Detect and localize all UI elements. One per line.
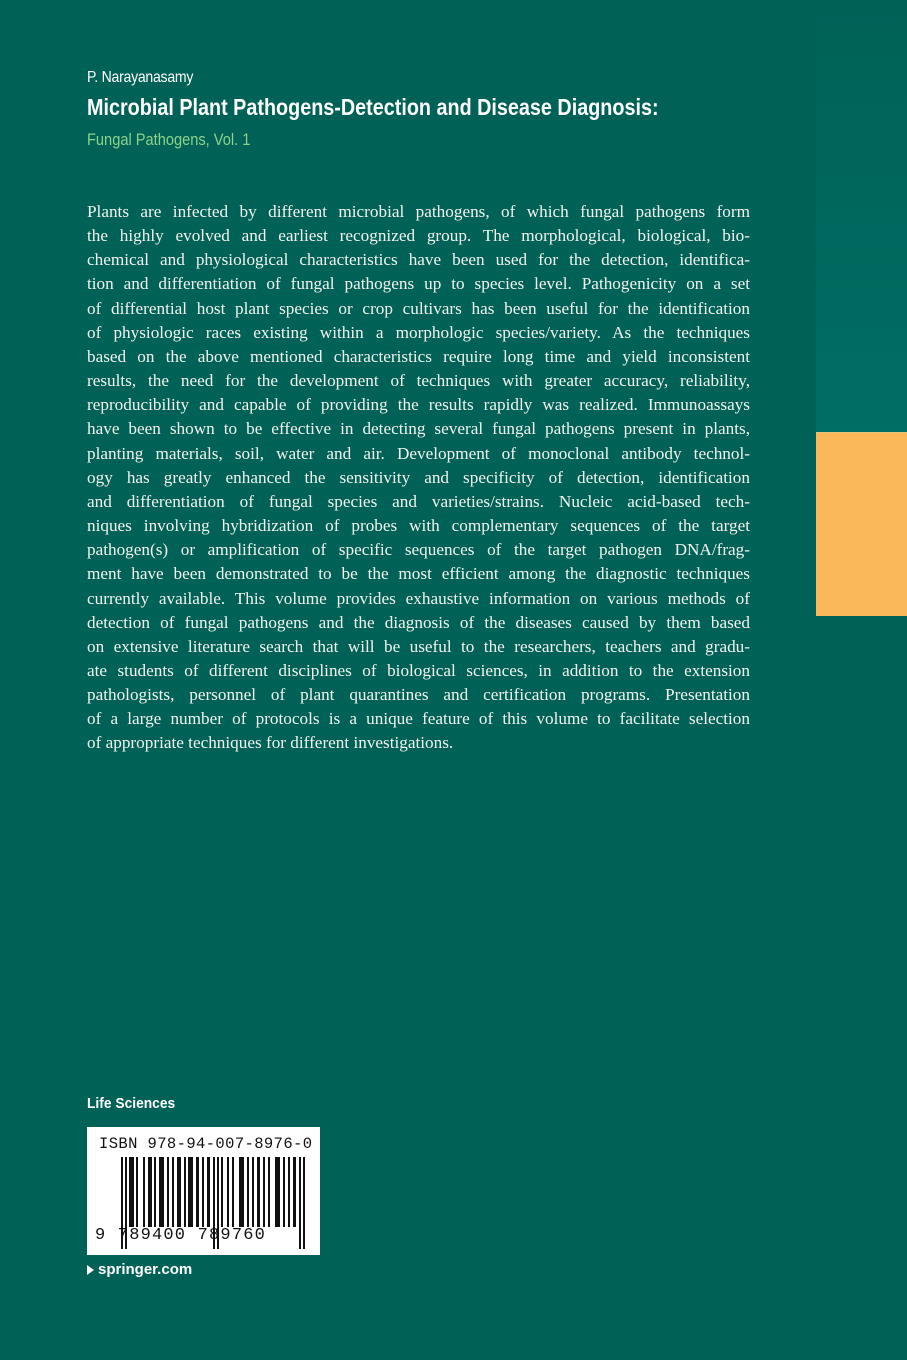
- blurb-line: currently available. This volume provides exhaustive information on various methods of: [87, 588, 750, 608]
- blurb-line: ate students of different disciplines of biological sciences, in addition to the extension: [87, 660, 750, 680]
- blurb-line: based on the above mentioned characteristics require long time and yield inconsistent: [87, 346, 750, 366]
- blurb-line: tion and differentiation of fungal pathogens up to species level. Pathogenicity on a set: [87, 274, 750, 294]
- blurb-line: chemical and physiological characteristics have been used for the detection, identifica-: [87, 250, 750, 270]
- blurb-line: and differentiation of fungal species and varieties/strains. Nucleic acid-based tech-: [87, 491, 750, 511]
- publisher-link[interactable]: [87, 1261, 192, 1278]
- blurb-line: the highly evolved and earliest recognized group. The morphological, biological, bio-: [87, 226, 750, 246]
- book-title: Microbial Plant Pathogens-Detection and Disease Diagnosis:: [87, 94, 659, 120]
- blurb-line: Plants are infected by different microbial pathogens, of which fungal pathogens form: [87, 202, 750, 221]
- blurb-line: pathologists, personnel of plant quarantines and certification programs. Presentation: [87, 685, 750, 705]
- blurb-line: ogy has greatly enhanced the sensitivity and specificity of detection, identification: [87, 467, 750, 487]
- barcode-digits: 9 789400 789760: [95, 1226, 267, 1245]
- isbn-label: ISBN 978-94-007-8976-0: [99, 1135, 313, 1153]
- blurb-line: detection of fungal pathogens and the diagnosis of the diseases caused by them based: [87, 612, 750, 632]
- isbn-barcode-box: [87, 1127, 320, 1255]
- play-arrow-icon: [87, 1265, 94, 1275]
- blurb-line: results, the need for the development of techniques with greater accuracy, reliability,: [87, 371, 750, 391]
- blurb-line: on extensive literature search that will be useful to the researchers, teachers and gradu-: [87, 636, 750, 656]
- subject-category: Life Sciences: [87, 1095, 176, 1112]
- blurb-line: of appropriate techniques for different investigations.: [87, 733, 454, 753]
- author-name: P. Narayanasamy: [87, 69, 194, 86]
- blurb-line: of a large number of protocols is a unique feature of this volume to facilitate selection: [87, 709, 750, 729]
- blurb-line: of physiologic races existing within a morphologic species/variety. As the techniques: [87, 322, 750, 342]
- blurb-line: pathogen(s) or amplification of specific sequences of the target pathogen DNA/frag-: [87, 540, 750, 560]
- book-subtitle: Fungal Pathogens, Vol. 1: [87, 130, 251, 149]
- side-orange-block: [816, 432, 907, 616]
- blurb-line: have been shown to be effective in detecting several fungal pathogens present in plants,: [87, 419, 750, 439]
- blurb-text: [87, 200, 750, 756]
- blurb-line: reproducibility and capable of providing the results rapidly was realized. Immunoassays: [87, 395, 750, 415]
- blurb-line: ment have been demonstrated to be the most efficient among the diagnostic techniques: [87, 564, 750, 584]
- blurb-line: niques involving hybridization of probes with complementary sequences of the target: [87, 516, 750, 536]
- blurb-line: planting materials, soil, water and air. Development of monoclonal antibody technol-: [87, 443, 750, 463]
- publisher-link-label: springer.com: [98, 1261, 193, 1278]
- blurb-line: of differential host plant species or crop cultivars has been useful for the identification: [87, 298, 750, 318]
